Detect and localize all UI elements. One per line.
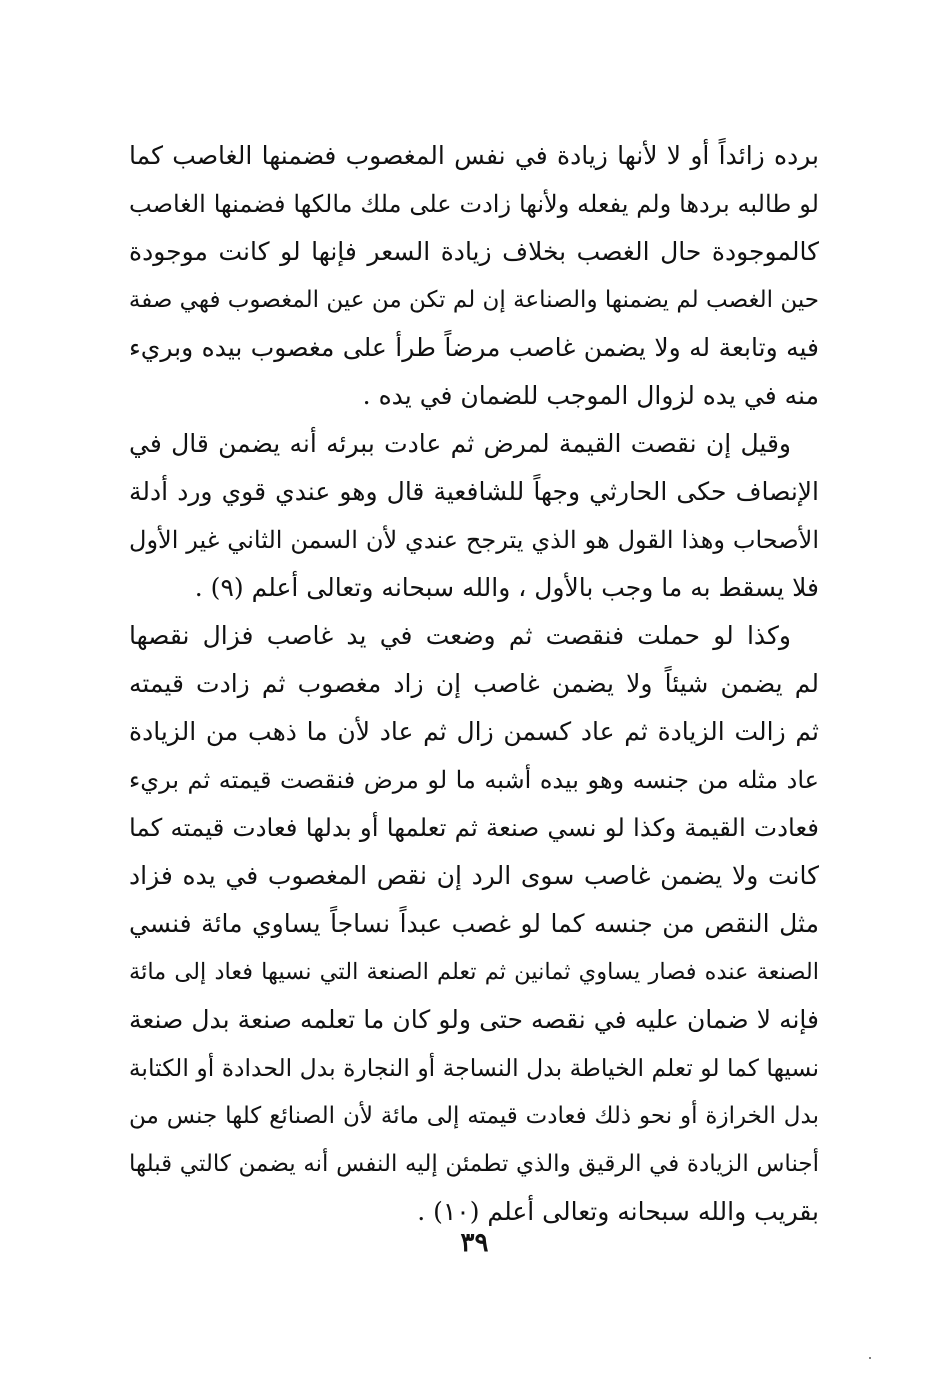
text-line: حين الغصب لم يضمنها والصناعة إن لم تكن من عين المغصوب فهي صفة — [129, 287, 819, 313]
text-line: لو طالبه بردها ولم يفعله ولأنها زادت على ملك مالكها فضمنها الغاصب — [129, 190, 819, 218]
text-line: عاد مثله من جنسه وهو بيده أشبه ما لو مرض فنقصت قيمته ثم بريء — [129, 766, 819, 794]
text-line: كانت ولا يضمن غاصب سوى الرد إن نقص المغصوب في يده فزاد — [129, 861, 819, 890]
text-line: برده زائداً أو لا لأنها زيادة في نفس المغصوب فضمنها الغاصب كما — [129, 141, 819, 170]
page-number: ٣٩ — [460, 1228, 489, 1258]
paragraph-3 — [129, 612, 819, 1236]
scan-speck — [869, 1357, 871, 1359]
paragraph-1 — [129, 132, 819, 420]
text-line: وقيل إن نقصت القيمة لمرض ثم عادت ببرئه أنه يضمن قال في — [129, 429, 791, 458]
text-line: منه في يده لزوال الموجب للضمان في يده . — [362, 381, 819, 410]
text-line: بدل الخرازة أو نحو ذلك فعادت قيمته إلى مائة لأن الصنائع كلها جنس من — [129, 1103, 819, 1129]
text-line: ثم زالت الزيادة ثم عاد كسمن زال ثم عاد لأن ما ذهب من الزيادة — [129, 717, 819, 746]
text-line: الإنصاف حكى الحارثي وجهاً للشافعية قال وهو عندي قوي ورد أدلة — [129, 477, 819, 506]
text-line: لم يضمن شيئاً ولا يضمن غاصب إن زاد مغصوب ثم زادت قيمته — [129, 669, 819, 698]
text-line: الصنعة عنده فصار يساوي ثمانين ثم تعلم الصنعة التي نسيها فعاد إلى مائة — [129, 959, 819, 985]
text-line: بقريب والله سبحانه وتعالى أعلم (١٠) . — [417, 1197, 819, 1226]
text-line: فعادت القيمة وكذا لو نسي صنعة ثم تعلمها أو بدلها فعادت قيمته كما — [129, 813, 819, 842]
text-line: فإنه لا ضمان عليه في نقصه حتى ولو كان ما تعلمه صنعة بدل صنعة — [129, 1005, 819, 1034]
body-text — [129, 132, 819, 1236]
text-line: كالموجودة حال الغصب بخلاف زيادة السعر فإنها لو كانت موجودة — [129, 237, 819, 266]
text-line: الأصحاب وهذا القول هو الذي يترجح عندي لأن السمن الثاني غير الأول — [129, 526, 819, 554]
text-line: مثل النقص من جنسه كما لو غصب عبداً نساجاً يساوي مائة فنسي — [129, 909, 819, 938]
paragraph-2 — [129, 420, 819, 612]
text-line: فلا يسقط به ما وجب بالأول ، والله سبحانه وتعالى أعلم (٩) . — [194, 573, 819, 602]
text-line: أجناس الزيادة في الرقيق والذي تطمئن إليه النفس أنه يضمن كالتي قبلها — [129, 1151, 819, 1177]
text-line: نسيها كما لو تعلم الخياطة بدل النساجة أو النجارة بدل الحدادة أو الكتابة — [129, 1054, 819, 1082]
text-line: وكذا لو حملت فنقصت ثم وضعت في يد غاصب فزال نقصها — [129, 621, 791, 650]
text-line: فيه وتابعة له ولا يضمن غاصب مرضاً طرأ على مغصوب بيده وبريء — [129, 333, 819, 362]
